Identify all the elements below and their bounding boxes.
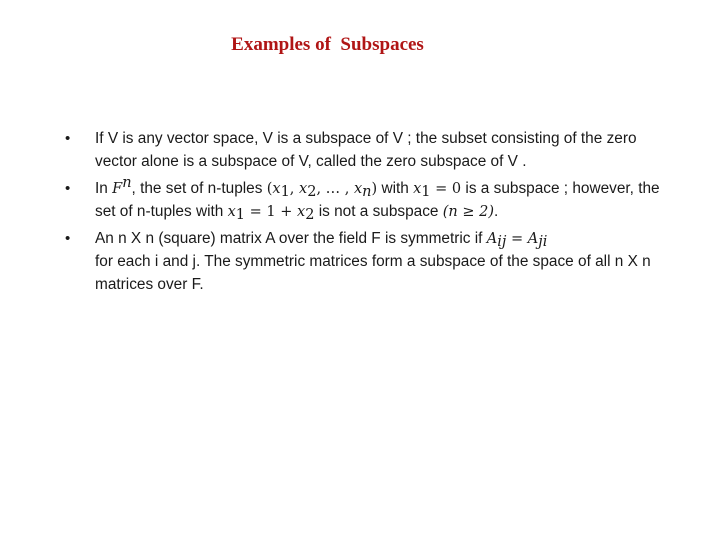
math-x: x	[299, 181, 308, 198]
bullet-list	[60, 128, 660, 301]
bullet-text-part: is a subspace ; however, the set of n-tuples with	[95, 180, 660, 220]
math-x: x	[353, 181, 363, 198]
math-field-F: F	[112, 181, 123, 198]
math-x: x	[413, 181, 422, 198]
bullet-item	[60, 128, 660, 173]
bullet-text: If V is any vector space, V is a subspace of V ; the subset consisting of the zero vector alone is a subspace of V, called the zero subspace of V .	[95, 130, 637, 170]
math-sup-n: n	[122, 175, 132, 192]
math-sub: 2	[307, 184, 317, 201]
math-condition: (n ≥ 2)	[442, 203, 495, 220]
bullet-text-part: .	[494, 202, 499, 220]
math-x: x	[297, 203, 306, 220]
math-eq: =	[506, 231, 528, 248]
math-sub: 2	[305, 206, 315, 223]
math-sub: 1	[421, 184, 431, 201]
bullet-item	[60, 228, 660, 296]
math-sub: n	[362, 184, 372, 201]
math-sub-ji: ji	[538, 234, 548, 251]
math-A: A	[486, 231, 498, 248]
bullet-icon: •	[65, 180, 71, 198]
math-sub-ij: ij	[497, 234, 507, 251]
bullet-text-part: is not a subspace	[314, 202, 443, 220]
math-ellipsis: , … ,	[316, 181, 354, 198]
bullet-text-part: for each i and j. The symmetric matrices form a subspace of the space of all n X n matrices over F.	[95, 252, 651, 293]
bullet-item	[60, 175, 660, 223]
bullet-text-part: , the set of n-tuples	[131, 180, 267, 198]
math-eq: = 0	[430, 181, 462, 198]
math-paren: (	[266, 181, 273, 198]
math-x: x	[272, 181, 281, 198]
bullet-text-part: In	[95, 180, 113, 198]
math-sub: 1	[235, 206, 246, 223]
bullet-text-part: with	[377, 180, 414, 198]
math-comma: ,	[289, 181, 300, 198]
math-eq: = 1 +	[245, 203, 297, 220]
math-A: A	[527, 231, 539, 248]
bullet-text-part: An n X n (square) matrix A over the field F is symmetric if	[95, 230, 487, 248]
math-sub: 1	[280, 184, 290, 201]
math-x: x	[227, 203, 236, 220]
bullet-icon: •	[65, 230, 71, 248]
math-paren: )	[371, 181, 378, 198]
slide-title: Examples of Subspaces	[231, 34, 424, 55]
bullet-icon: •	[65, 130, 71, 147]
